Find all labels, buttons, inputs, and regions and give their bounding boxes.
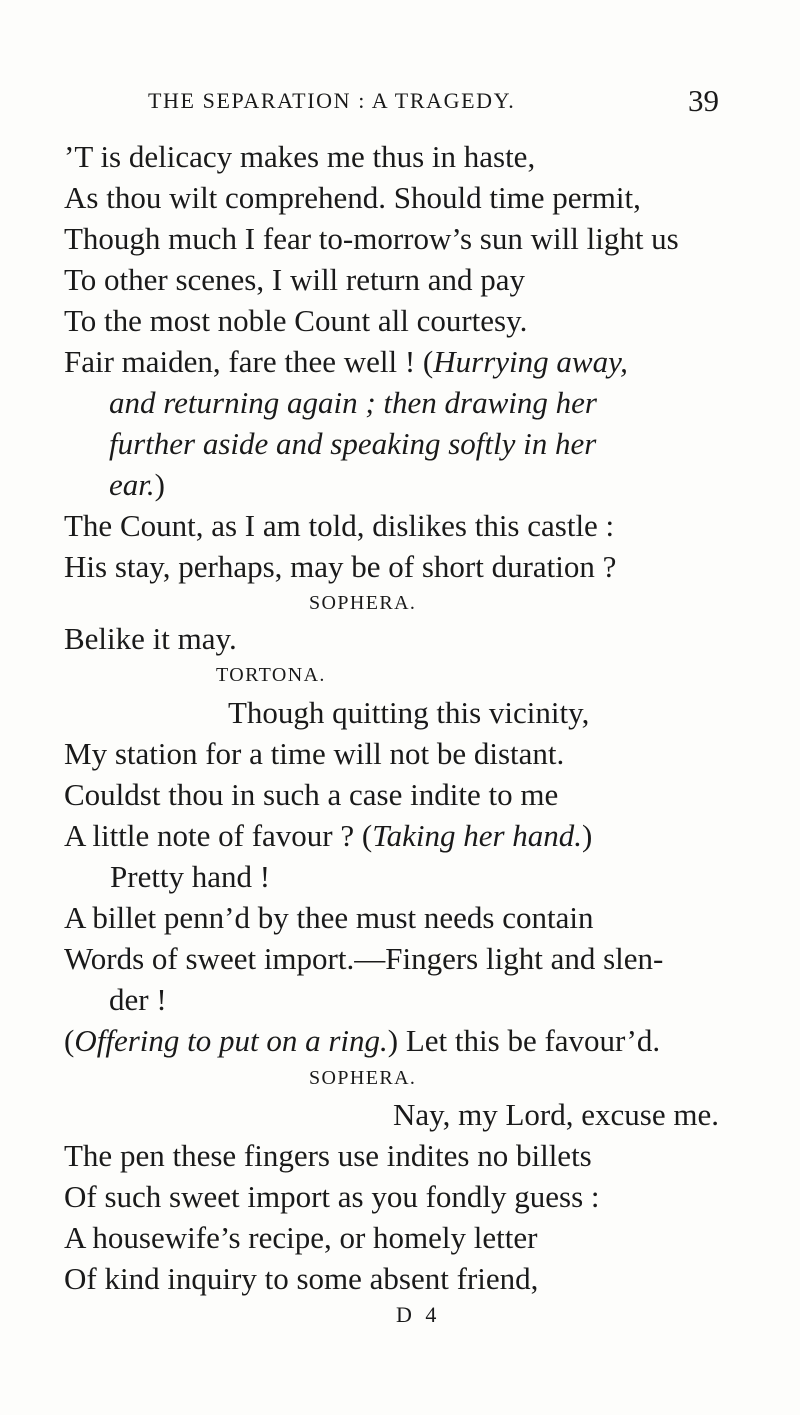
signature-mark: D 4 [396, 1302, 441, 1327]
verse-line: A billet penn’d by thee must needs contain [64, 900, 594, 935]
speaker-name: SOPHERA. [309, 592, 417, 614]
verse-line: Though quitting this vicinity, [228, 695, 590, 730]
speaker-name: SOPHERA. [309, 1067, 417, 1089]
verse-line: Belike it may. [64, 621, 237, 656]
verse-line: Nay, my Lord, excuse me. [393, 1097, 719, 1132]
verse-line: der ! [109, 982, 167, 1017]
page-header [0, 83, 800, 122]
page-number: 39 [688, 83, 719, 118]
verse-line: Though much I fear to-morrow’s sun will light us [64, 221, 679, 256]
verse-line: His stay, perhaps, may be of short duration ? [64, 549, 617, 584]
verse-line: Fair maiden, fare thee well ! (Hurrying away, [64, 344, 628, 379]
verse-line: To other scenes, I will return and pay [64, 262, 525, 297]
verse-line: A little note of favour ? (Taking her hand.) [64, 818, 593, 853]
verse-line: A housewife’s recipe, or homely letter [64, 1220, 538, 1255]
verse-line: Of kind inquiry to some absent friend, [64, 1261, 539, 1296]
verse-line: To the most noble Count all courtesy. [64, 303, 528, 338]
verse-line: (Offering to put on a ring.) Let this be favour’d. [64, 1023, 661, 1058]
stage-direction: Offering to put on a ring. [74, 1023, 388, 1058]
stage-direction-line: and returning again ; then drawing her [109, 385, 597, 420]
verse-line: As thou wilt comprehend. Should time permit, [64, 180, 641, 215]
verse-line: My station for a time will not be distant. [64, 736, 565, 771]
verse-line: The pen these fingers use indites no billets [64, 1138, 592, 1173]
running-head: THE SEPARATION : A TRAGEDY. [148, 88, 516, 113]
verse-line: ’T is delicacy makes me thus in haste, [64, 139, 536, 174]
verse-line: Couldst thou in such a case indite to me [64, 777, 559, 812]
stage-direction: Taking her hand. [372, 818, 583, 853]
verse-line: The Count, as I am told, dislikes this castle : [64, 508, 615, 543]
speaker-name: TORTONA. [216, 664, 326, 686]
stage-direction-line: ear.) [109, 467, 165, 502]
verse-line: Of such sweet import as you fondly guess : [64, 1179, 600, 1214]
stage-direction: Hurrying away, [433, 344, 628, 379]
verse-line: Words of sweet import.—Fingers light and slen- [64, 941, 664, 976]
verse-line: Pretty hand ! [110, 859, 271, 894]
stage-direction-line: further aside and speaking softly in her [109, 426, 597, 461]
